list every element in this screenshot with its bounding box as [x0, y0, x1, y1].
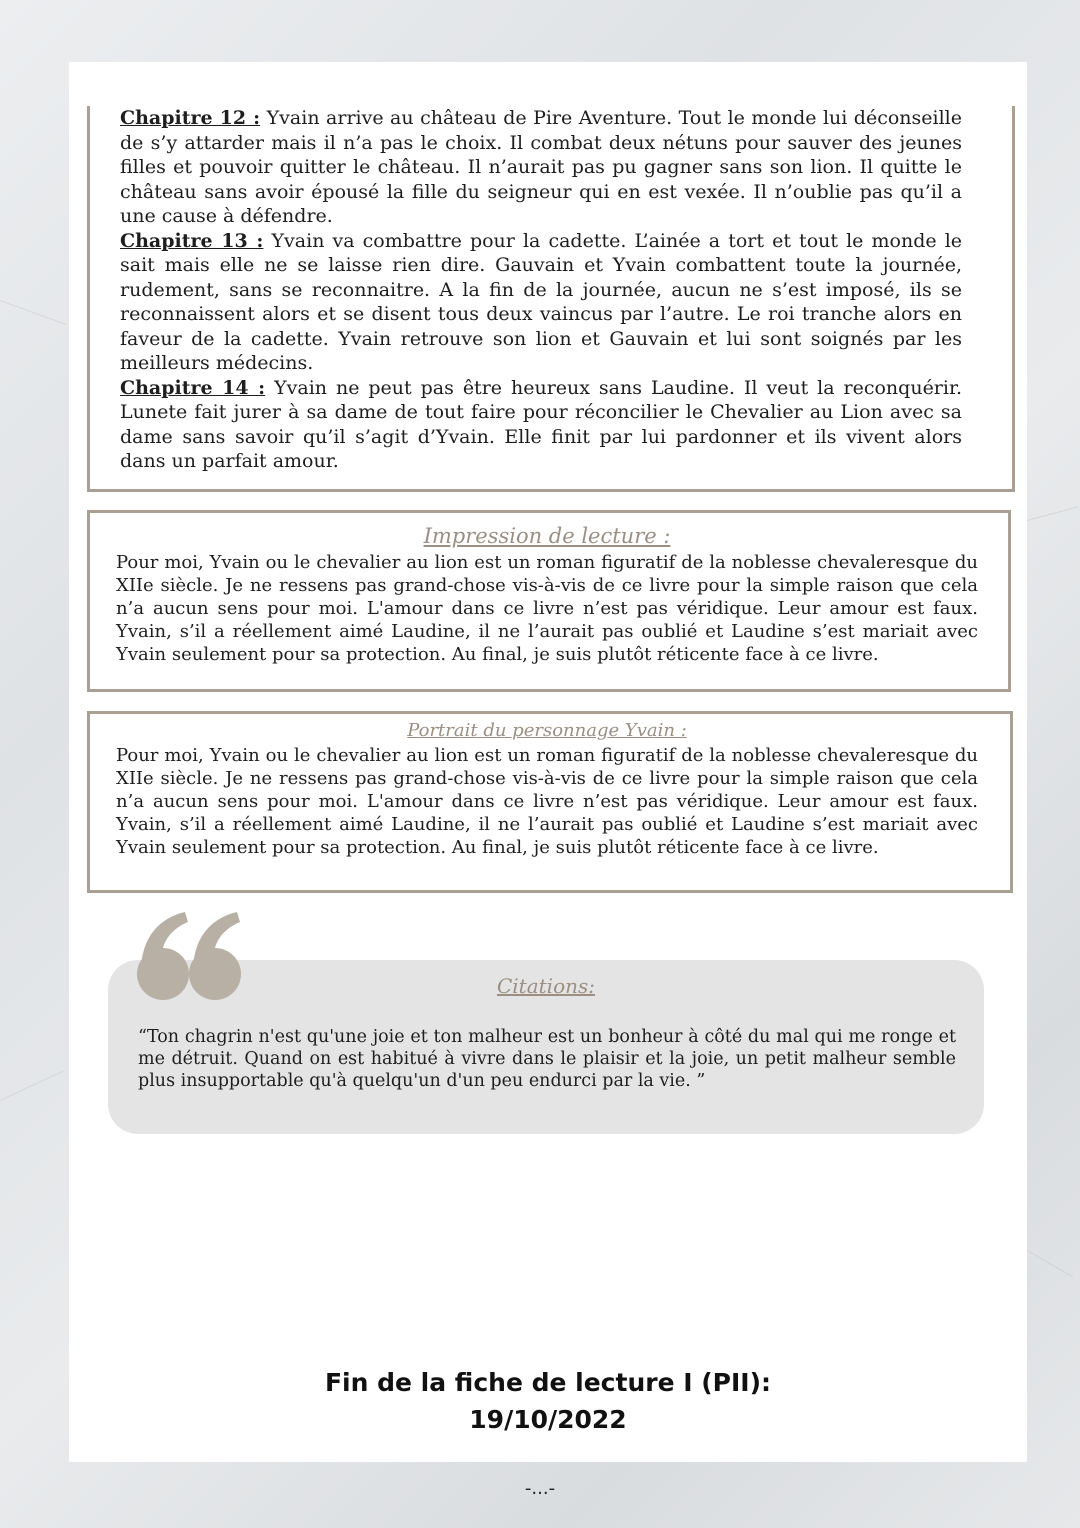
- document-page: [69, 62, 1027, 1462]
- impression-box: [87, 510, 1011, 692]
- quote-mark-icon: [135, 910, 245, 1006]
- footer: [69, 1364, 1027, 1438]
- chapter-14-paragraph: [120, 376, 962, 474]
- portrait-title: Portrait du personnage Yvain :: [407, 720, 687, 741]
- chapter-14-text: Yvain ne peut pas être heureux sans Laudine. Il veut la reconquérir. Lunete fait jurer à sa dame de tout faire pour réconcilier le Chevalier au Lion avec sa dame sans savoir qu’il s’agit d’Yvain. Elle finit par lui pardonner et ils vivent alors dans un parfait amour.: [120, 376, 963, 472]
- chapter-12-paragraph: [120, 106, 962, 229]
- chapter-12-text: Yvain arrive au château de Pire Aventure. Tout le monde lui déconseille de s’y attarder mais il n’a pas le choix. Il combat deux nétuns pour sauver des jeunes filles et pouvoir quitter le château. Il n’aurait pas pu gagner sans son lion. Il quitte le château sans avoir épousé la fille du seigneur qui en est vexée. Il n’oublie pas qu’il a une cause à défendre.: [120, 107, 962, 227]
- citations-title: Citations:: [496, 974, 596, 998]
- chapter-13-text: Yvain va combattre pour la cadette. L’ainée a tort et tout le monde le sait mais elle ne se laisse rien dire. Gauvain et Yvain combattent toute la journée, rudement, sans se reconnaitre. A la fin de la journée, aucun ne s’est imposé, ils se reconnaissent alors et se disent tous deux vaincus par l’autre. Le roi tranche alors en faveur de la cadette. Yvain retrouve son lion et Gauvain et lui sont soignés par les meilleurs médecins.: [120, 229, 963, 374]
- citations-text: “Ton chagrin n'est qu'une joie et ton malheur est un bonheur à côté du mal qui me ronge et me détruit. Quand on est habitué à vivre dans le plaisir et la joie, un petit malheur semble plus insupportable qu'à quelqu'un d'un peu endurci par la vie. ”: [138, 1027, 956, 1091]
- impression-text: Pour moi, Yvain ou le chevalier au lion est un roman figuratif de la noblesse chevaleresque du XIIe siècle. Je ne ressens pas grand-chose vis-à-vis de ce livre pour la simple raison que cela n’a aucun sens pour moi. L'amour dans ce livre n’est pas véridique. Leur amour est faux. Yvain, s’il a réellement aimé Laudine, il ne l’aurait pas oublié et Laudine s’est mariait avec Yvain seulement pour sa protection. Au final, je suis plutôt réticente face à ce livre.: [116, 552, 978, 665]
- portrait-box: [87, 711, 1013, 893]
- footer-date: 19/10/2022: [469, 1405, 627, 1434]
- chapters-summary-box: [87, 106, 1015, 492]
- footer-title: Fin de la fiche de lecture I (PII):: [324, 1368, 772, 1397]
- chapter-13-label: Chapitre 13 :: [120, 229, 264, 252]
- chapter-14-label: Chapitre 14 :: [120, 376, 266, 399]
- chapter-13-paragraph: [120, 229, 962, 376]
- impression-title: Impression de lecture :: [423, 524, 671, 548]
- portrait-text: Pour moi, Yvain ou le chevalier au lion est un roman figuratif de la noblesse chevaleresque du XIIe siècle. Je ne ressens pas grand-chose vis-à-vis de ce livre pour la simple raison que cela n’a aucun sens pour moi. L'amour dans ce livre n’est pas véridique. Leur amour est faux. Yvain, s’il a réellement aimé Laudine, il ne l’aurait pas oublié et Laudine s’est mariait avec Yvain seulement pour sa protection. Au final, je suis plutôt réticente face à ce livre.: [116, 745, 978, 858]
- page-number: -...-: [524, 1478, 556, 1499]
- chapter-12-label: Chapitre 12 :: [120, 107, 261, 129]
